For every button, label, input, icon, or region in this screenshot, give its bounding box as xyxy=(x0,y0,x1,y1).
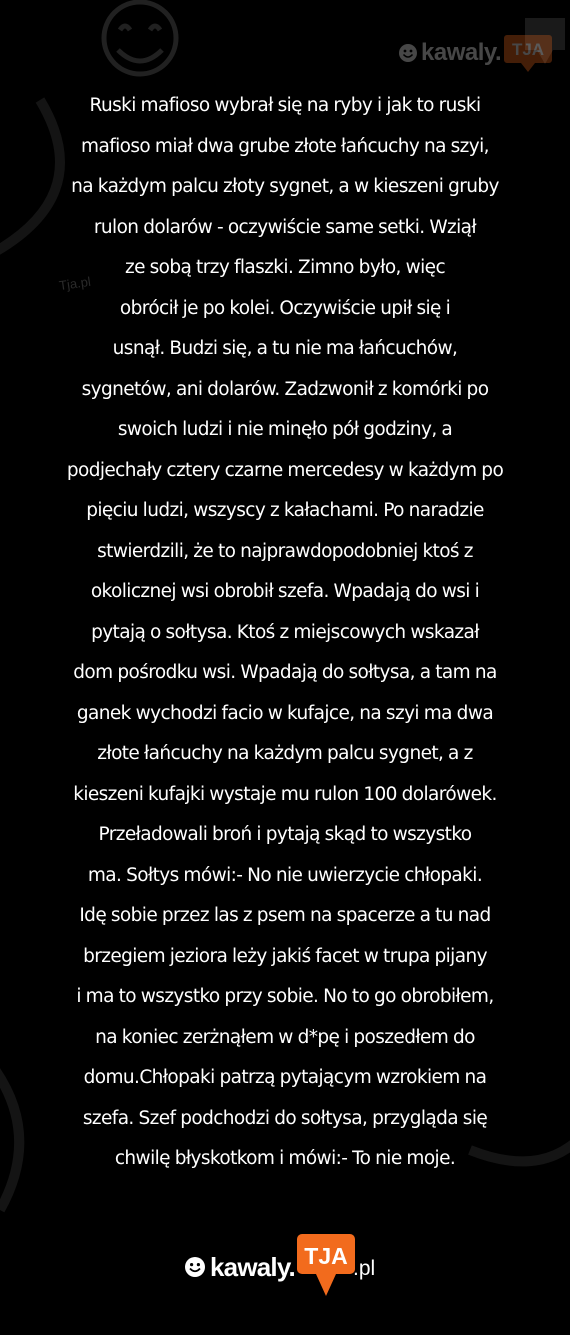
smiley-face-icon xyxy=(184,1256,206,1278)
joke-line: ma. Sołtys mówi:- No nie uwierzycie chłopaki. xyxy=(87,864,483,886)
brand-name: kawaly. xyxy=(421,39,502,66)
joke-line: brzegiem jeziora leży jakiś facet w trupa pijany xyxy=(83,945,487,967)
joke-line: dom pośrodku wsi. Wpadają do sołtysa, a tam na xyxy=(73,662,497,683)
joke-line: usnął. Budzi się, a tu nie ma łańcuchów, xyxy=(112,338,458,359)
joke-line: i ma to wszystko przy sobie. No to go obrobiłem, xyxy=(76,986,494,1007)
top-watermark-logo xyxy=(398,33,553,73)
brand-name: kawaly. xyxy=(210,1251,295,1282)
joke-text xyxy=(28,86,542,1180)
smiley-face-icon xyxy=(398,43,418,63)
joke-line: na koniec zerżnąłem w d*pę i poszedłem do xyxy=(95,1026,475,1048)
joke-line: pięciu ludzi, wszyscy z kałachami. Po naradzie xyxy=(86,500,484,521)
joke-line: podjechały cztery czarne mercedesy w każdym po xyxy=(66,459,504,481)
joke-line: ganek wychodzi facio w kufajce, na szyi ma dwa xyxy=(76,702,494,724)
joke-line: stwierdzili, że to najprawdopodobniej ktoś z xyxy=(97,540,473,562)
joke-line: szefa. Szef podchodzi do sołtysa, przygląda się xyxy=(82,1107,488,1129)
joke-line: rulon dolarów - oczywiście same setki. Wziął xyxy=(93,216,477,238)
brand-pin-text: TJA xyxy=(304,1243,348,1269)
joke-line: swoich ludzi i nie minęło pół godziny, a xyxy=(117,419,453,440)
joke-line: mafioso miał dwa grube złote łańcuchy na szyi, xyxy=(81,135,489,157)
small-watermark: Tja.pl xyxy=(58,273,92,294)
joke-line: Ruski mafioso wybrał się na ryby i jak to ruski xyxy=(89,95,481,116)
joke-line: kieszeni kufajki wystaje mu rulon 100 dolarówek. xyxy=(73,783,497,805)
joke-line: domu.Chłopaki patrzą pytającym wzrokiem na xyxy=(83,1067,487,1088)
joke-line: złote łańcuchy na każdym palcu sygnet, a z xyxy=(97,743,473,764)
brand-tld: .pl xyxy=(352,1257,376,1280)
joke-line: na każdym palcu złoty sygnet, a w kieszeni gruby xyxy=(71,176,499,197)
speech-pin-icon xyxy=(296,1230,356,1300)
speech-pin-icon xyxy=(503,33,553,73)
joke-line: Idę sobie przez las z psem na spacerze a tu nad xyxy=(79,905,491,926)
faint-smiley-icon xyxy=(104,2,176,74)
bottom-brand-logo xyxy=(184,1232,375,1302)
joke-line: chwilę błyskotkom i mówi:- To nie moje. xyxy=(114,1148,456,1169)
joke-line: pytają o sołtysa. Ktoś z miejscowych wskazał xyxy=(91,621,479,643)
brand-pin-text: TJA xyxy=(512,40,545,59)
joke-line: sygnetów, ani dolarów. Zadzwonił z komórki po xyxy=(81,378,489,400)
joke-line: ze sobą trzy flaszki. Zimno było, więc xyxy=(124,257,446,278)
joke-line: okolicznej wsi obrobił szefa. Wpadają do wsi i xyxy=(90,581,480,602)
joke-line: obrócił je po kolei. Oczywiście upił się i xyxy=(119,297,451,319)
joke-line: Przeładowali broń i pytają skąd to wszystko xyxy=(98,824,472,845)
